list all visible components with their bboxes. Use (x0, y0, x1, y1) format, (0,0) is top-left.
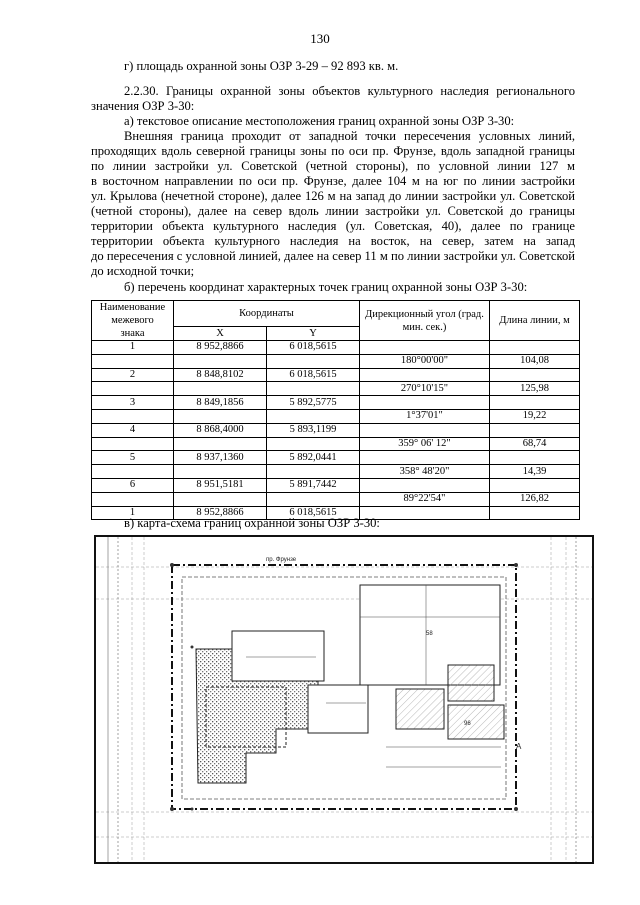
table-row: 358° 48'20" 14,39 (92, 465, 580, 479)
page-number: 130 (310, 31, 330, 46)
table-row: 1°37'01" 19,22 (92, 409, 580, 423)
coordinates-table (91, 300, 580, 520)
table-row: 4 8 868,4000 5 893,1199 (92, 423, 580, 437)
item-g-area: г) площадь охранной зоны ОЗР 3-29 – 92 893 кв. м. (124, 59, 399, 73)
description-line: ул. Крылова (нечетной стороне), далее 126 м на запад до линии застройки ул. Советской (91, 189, 575, 203)
map-label-a: А (516, 742, 522, 751)
description-line: по линии застройки ул. Советской (четной стороны), по условной линии 127 м (91, 159, 575, 173)
description-line: до исходной точки; (91, 264, 195, 278)
table-row: 6 8 951,5181 5 891,7442 (92, 478, 580, 492)
map-drawing (96, 537, 592, 862)
description-line: (четной стороны), далее на север вдоль линии застройки ул. Советской до границы (91, 204, 575, 218)
header-direction-angle: Дирекционный угол (град. мин. сек.) (360, 301, 490, 341)
description-line: проходящих вдоль северной границы зоны по оси пр. Фрунзе, вдоль западной границы (91, 144, 575, 158)
section-heading-line1: 2.2.30. Границы охранной зоны объектов культурного наследия регионального (124, 84, 575, 98)
map-label-sf: 58 (426, 631, 433, 637)
section-heading-line2: значения ОЗР 3-30: (91, 99, 195, 113)
item-a-text: а) текстовое описание местоположения границ охранной зоны ОЗР 3-30: (124, 114, 515, 128)
site-map-scheme (94, 535, 594, 864)
table-row: 180°00'00" 104,08 (92, 354, 580, 368)
table-row: 89°22'54" 126,82 (92, 492, 580, 506)
table-row: 5 8 937,1360 5 892,0441 (92, 451, 580, 465)
description-line: в восточном направлении по оси пр. Фрунзе, далее 104 м на юг по линии застройки (91, 174, 575, 188)
header-x: X (174, 327, 267, 341)
description-line: территории объекта культурного наследия на восток, на север, затем на запад (91, 234, 575, 248)
header-point-name: Наименование межевого знака (92, 301, 174, 341)
header-coordinates: Координаты (174, 301, 360, 327)
header-y: Y (267, 327, 360, 341)
table-row: 3 8 849,1856 5 892,5775 (92, 396, 580, 410)
item-v-text: в) карта-схема границ охранной зоны ОЗР 3-30: (124, 516, 380, 530)
map-street-label: пр. Фрунзе (266, 557, 297, 563)
table-row: 359° 06' 12" 68,74 (92, 437, 580, 451)
table-row: 2 8 848,8102 6 018,5615 (92, 368, 580, 382)
description-line: территории объекта культурного наследия (ул. Советская, 40), далее по границе (91, 219, 575, 233)
table-row: 270°10'15" 125,98 (92, 382, 580, 396)
header-line-length: Длина линии, м (490, 301, 580, 341)
description-line: до пересечения с условной линией, далее на север 11 м по линии застройки ул. Советской (91, 249, 575, 263)
table-row: 1 8 952,8866 6 018,5615 (92, 341, 580, 355)
map-lot-label: 96 (464, 721, 471, 727)
description-line: Внешняя граница проходит от западной точки пересечения условных линий, (124, 129, 575, 143)
item-b-text: б) перечень координат характерных точек границ охранной зоны ОЗР 3-30: (124, 280, 528, 294)
table-row: 1 8 952,8866 6 018,5615 (92, 506, 580, 520)
